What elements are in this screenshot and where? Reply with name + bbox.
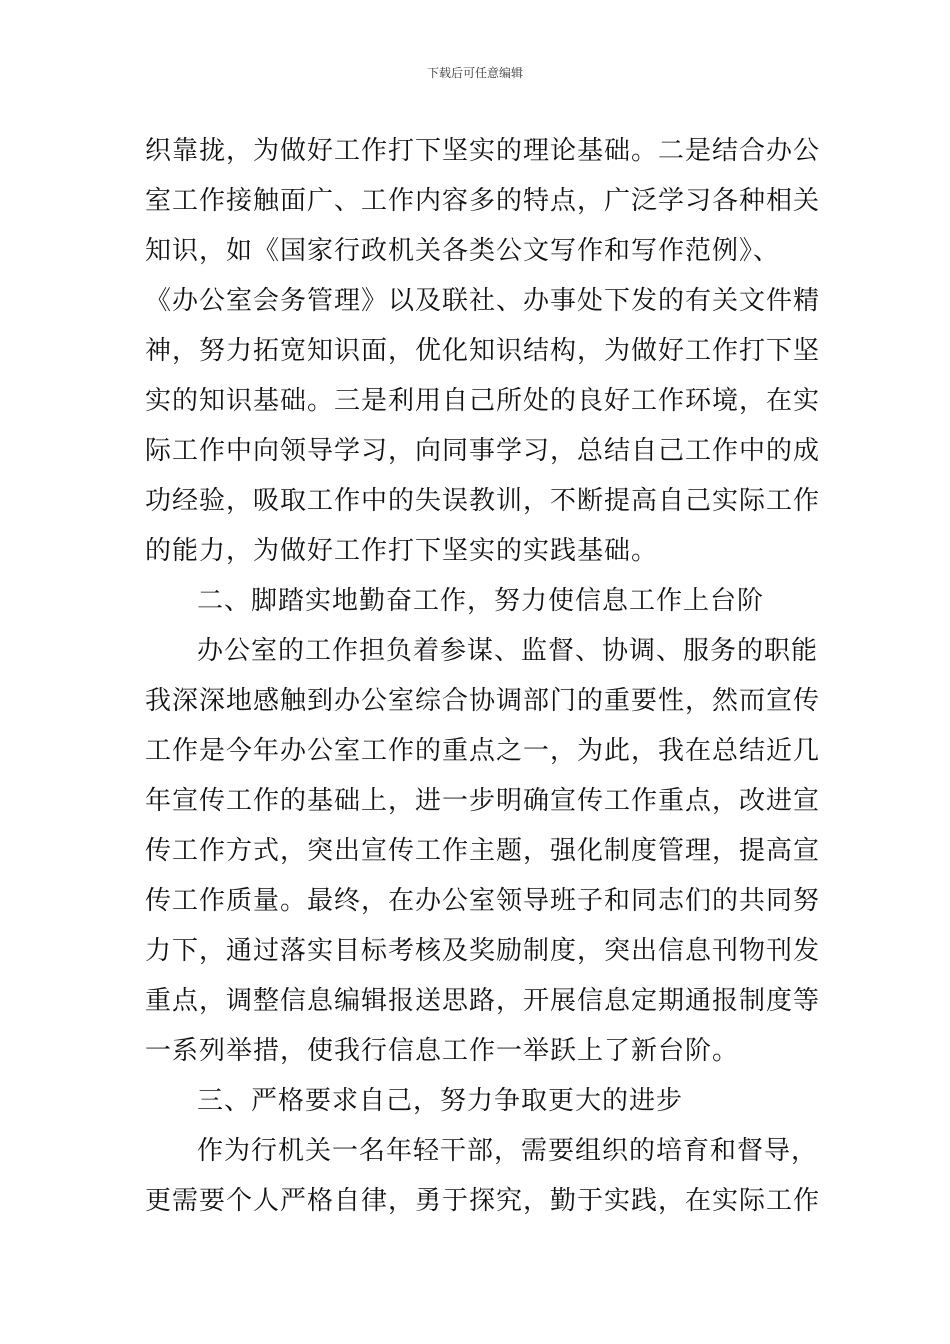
text-line: 年宣传工作的基础上，进一步明确宣传工作重点，改进宣: [145, 786, 821, 816]
text-line: 知识，如《国家行政机关各类公文写作和写作范例》、: [145, 236, 781, 266]
document-body: [145, 126, 821, 1226]
text-line: 织靠拢，为做好工作打下坚实的理论基础。二是结合办公: [145, 136, 821, 166]
text-line: 室工作接触面广、工作内容多的特点，广泛学习各种相关: [145, 186, 821, 216]
text-line: 一系列举措，使我行信息工作一举跃上了新台阶。: [145, 1036, 740, 1066]
text-line: 的能力，为做好工作打下坚实的实践基础。: [145, 536, 659, 566]
text-line: 重点，调整信息编辑报送思路，开展信息定期通报制度等: [145, 986, 821, 1016]
text-line: 作为行机关一名年轻干部，需要组织的培育和督导，: [197, 1136, 819, 1166]
text-line: 工作是今年办公室工作的重点之一，为此，我在总结近几: [145, 736, 821, 766]
text-line: 实的知识基础。三是利用自己所处的良好工作环境，在实: [145, 386, 821, 416]
header-note: 下载后可任意编辑: [426, 66, 523, 80]
text-line: 际工作中向领导学习，向同事学习，总结自己工作中的成: [145, 436, 821, 466]
text-line: 三、严格要求自己，努力争取更大的进步: [197, 1086, 684, 1116]
text-line: 神，努力拓宽知识面，优化知识结构，为做好工作打下坚: [145, 336, 821, 366]
text-line: 传工作质量。最终，在办公室领导班子和同志们的共同努: [145, 886, 821, 916]
text-line: 办公室的工作担负着参谋、监督、协调、服务的职能: [197, 636, 819, 666]
text-line: 我深深地感触到办公室综合协调部门的重要性，然而宣传: [145, 686, 821, 716]
text-line: 力下，通过落实目标考核及奖励制度，突出信息刊物刊发: [145, 936, 821, 966]
text-line: 更需要个人严格自律，勇于探究，勤于实践，在实际工作: [145, 1186, 821, 1216]
text-line: 传工作方式，突出宣传工作主题，强化制度管理，提高宣: [145, 836, 821, 866]
text-line: 功经验，吸取工作中的失误教训，不断提高自己实际工作: [145, 486, 821, 516]
text-line: 二、脚踏实地勤奋工作，努力使信息工作上台阶: [197, 586, 765, 616]
text-line: 《办公室会务管理》以及联社、办事处下发的有关文件精: [145, 286, 821, 316]
